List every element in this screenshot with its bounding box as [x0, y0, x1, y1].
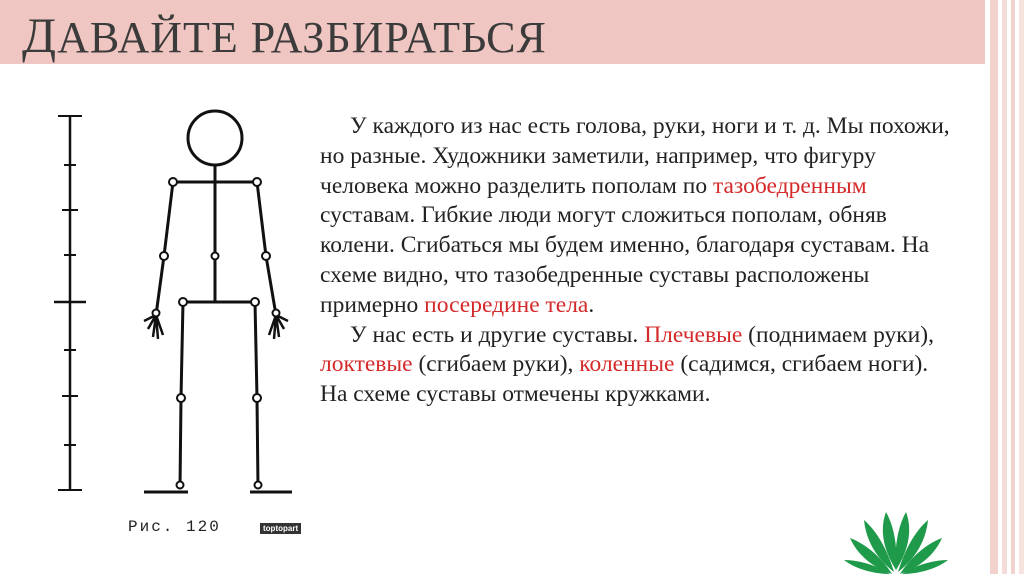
decorative-stripe [1002, 0, 1007, 574]
figure-credit: toptopart [260, 523, 301, 534]
title-bar [0, 0, 985, 64]
highlight-shoulder: Плечевые [644, 321, 743, 348]
highlight-body-middle: посередине тела [424, 291, 589, 318]
book-logo-icon [842, 508, 950, 574]
decorative-stripe [1011, 0, 1015, 574]
highlight-knee: коленные [579, 351, 675, 378]
slide-title [22, 6, 547, 64]
paragraph-1: У каждого из нас есть голова, руки, ноги и т. д. Мы похожи, но разные. Художники заметили, например, что фигуру человека можно разделить пополам по тазобедренным суставам. Гибкие люди могут сложиться пополам, обняв колени. Сгибаться мы будем именно, благодаря суставам. На схеме видно, что тазобедренные суставы расположены примерно посередине тела. [320, 113, 950, 318]
body-text [320, 112, 960, 410]
title-initial: Д [22, 7, 58, 63]
paragraph-2: У нас есть и другие суставы. Плечевые (поднимаем руки), локтевые (сгибаем руки), коленные (садимся, сгибаем ноги). На схеме суставы отмечены кружками. [320, 321, 934, 408]
highlight-elbow: локтевые [320, 351, 413, 378]
figure-caption: Рис. 120 [128, 518, 221, 536]
highlight-hip-joints: тазобедренным [713, 172, 867, 199]
decorative-stripe [990, 0, 998, 574]
title-rest: АВАЙТЕ РАЗБИРАТЬСЯ [57, 13, 547, 62]
decorative-stripe [1019, 0, 1024, 574]
human-figure-diagram [40, 100, 320, 500]
